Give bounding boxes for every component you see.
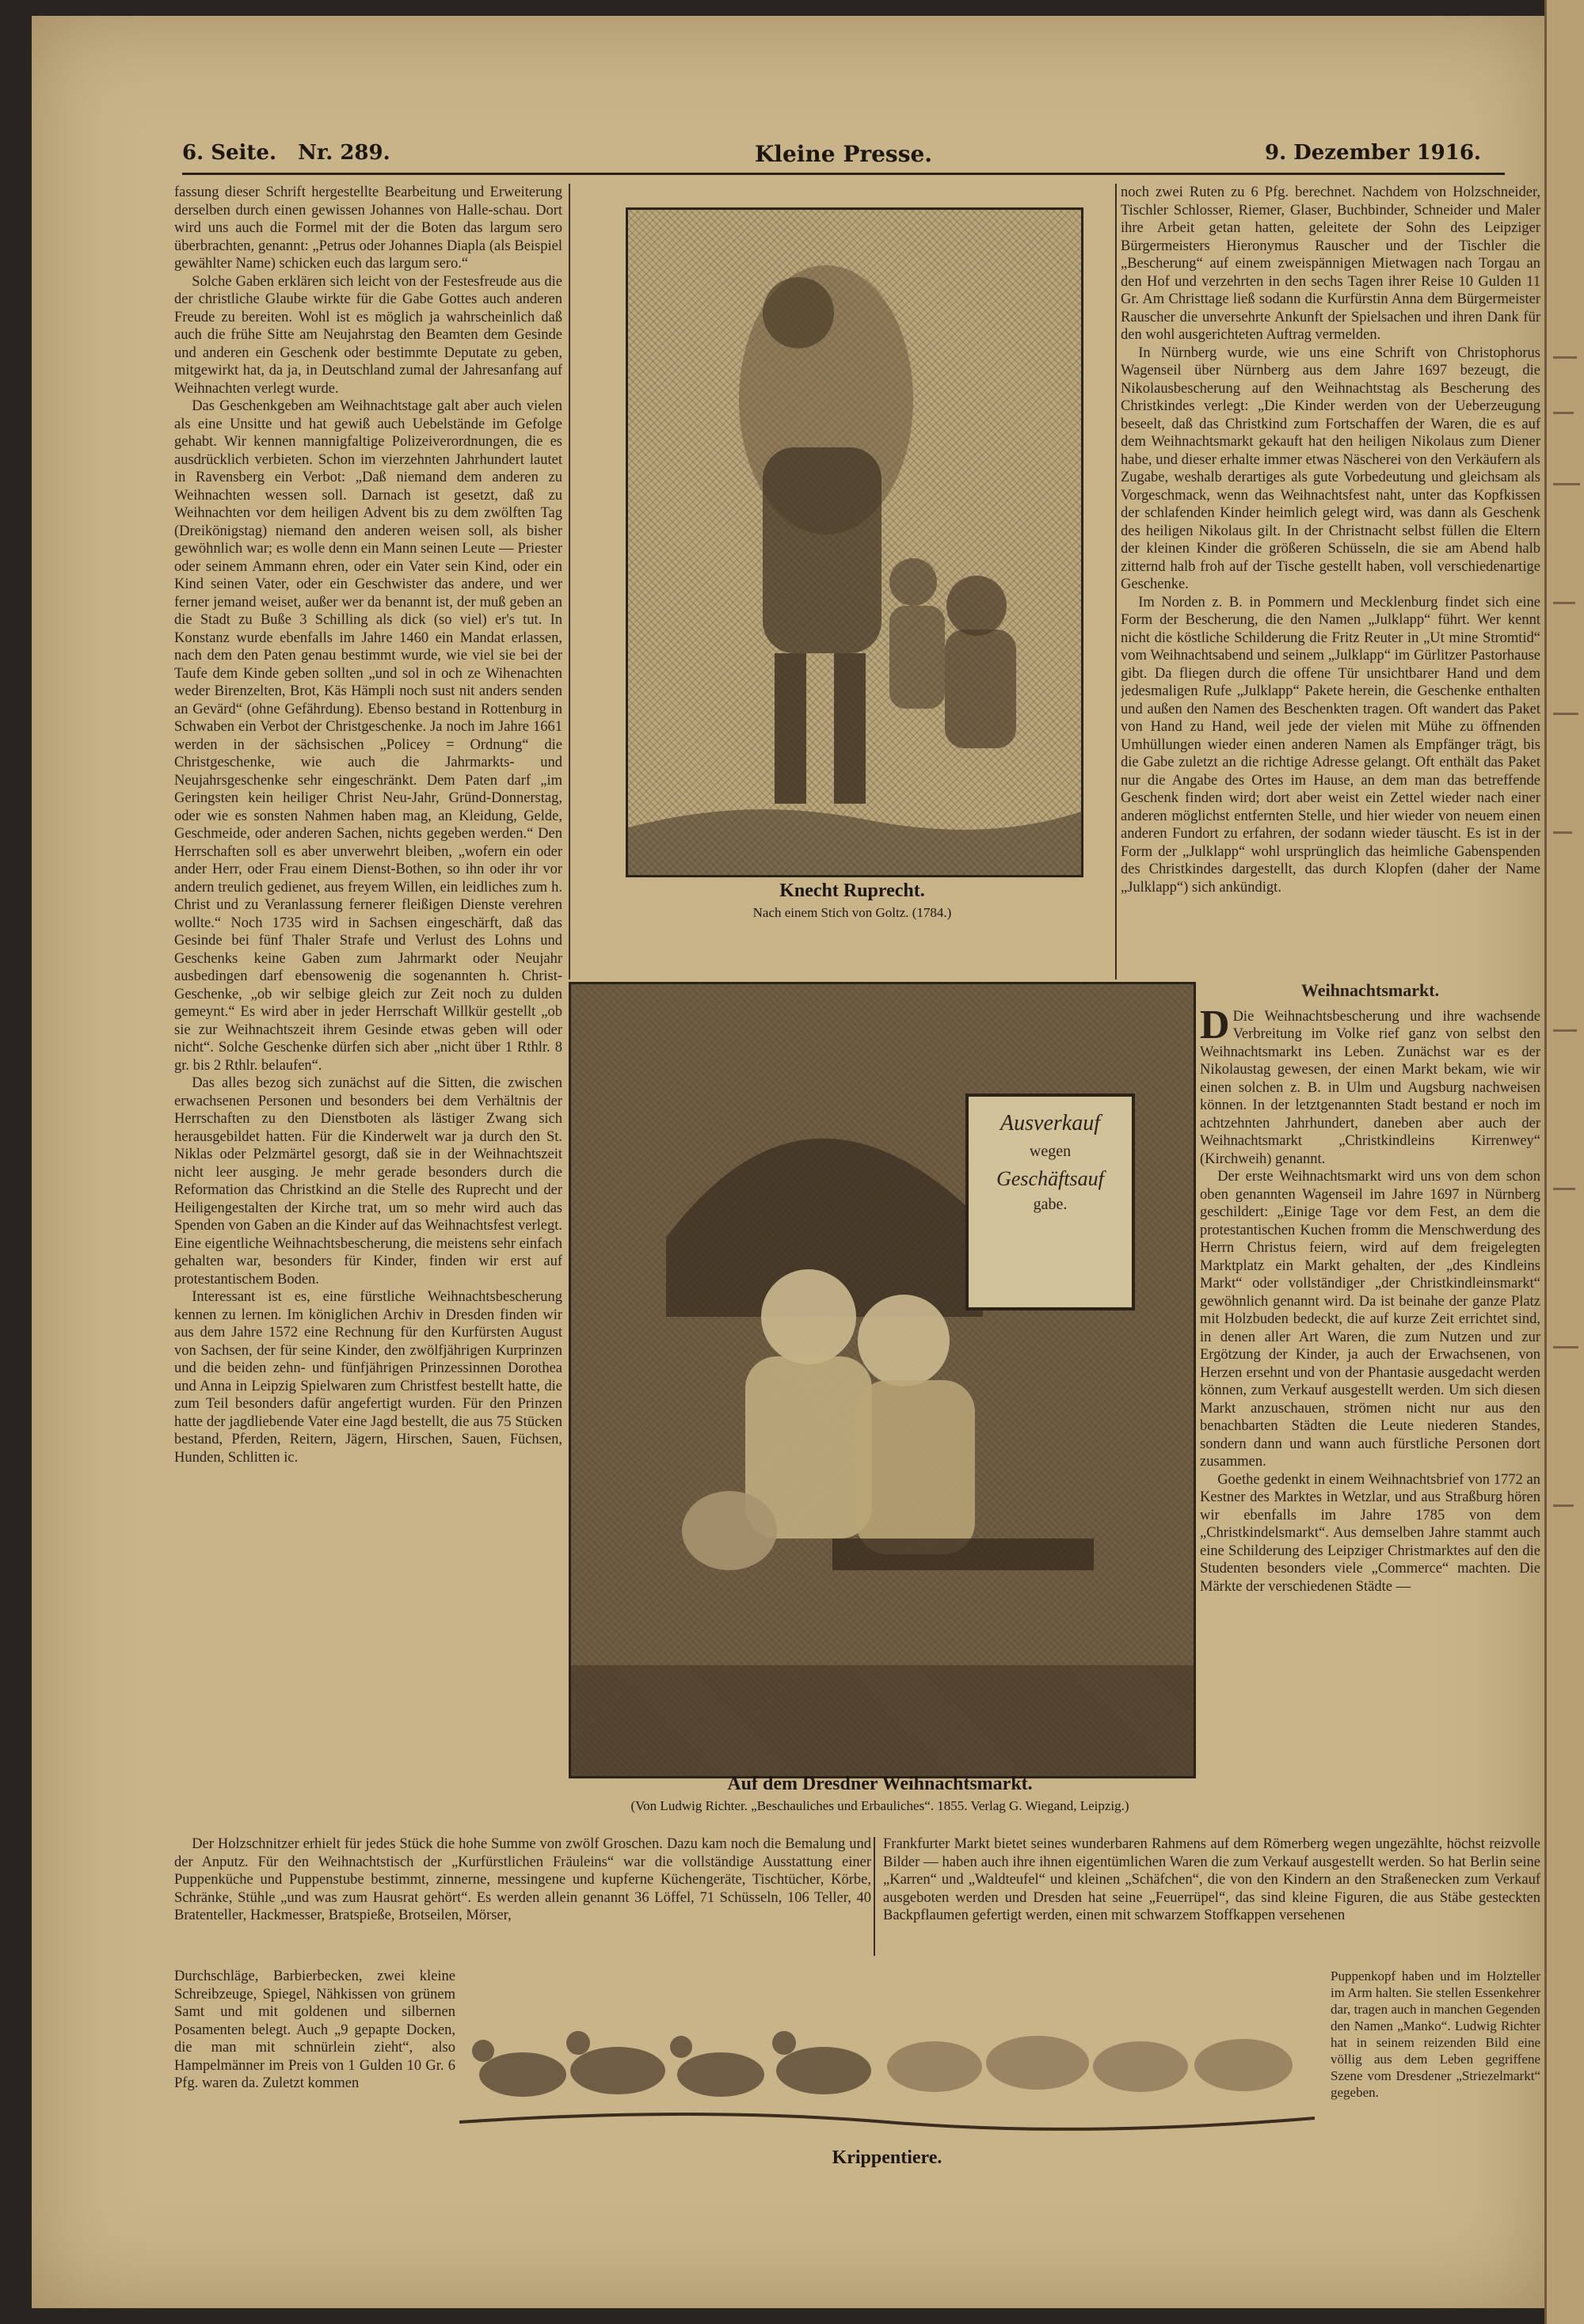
newspaper-title: Kleine Presse.	[754, 141, 933, 167]
page-number: 6. Seite. Nr. 289.	[182, 141, 390, 165]
paragraph: Der erste Weihnachtsmarkt wird uns von dem schon oben genannten Wagenseil im Jahre 1697 in Nürnberg geschildert: „Einige Tage vor dem Fest, an dem die protestantischen Kuchen fromm die Menschwerdung des Herrn Christus feiern, wird auf dem freigelegten Marktplatz ein Markt gehalten, der „des Kindleins Markt“ oder vollständiger „der Christkindleinsmarkt“ gewöhnlich genannt wird. Da ist beinahe der ganze Platz mit Holzbuden bedeckt, die auf kurze Zeit errichtet sind, in denen aller Art Waren, die zum Nutzen und zur Ergötzung der Kinder, ja auch der Erwachsenen, von Herzen ersehnt und von der Phantasie ausgedacht werden können, zum Verkauf ausgestellt werden. Um sich diesen Markt anzuschauen, strömen nicht nur aus den benachbarten Städten die Leute niederen Standes, sondern dann und wann auch fürstliche Personen dort zusammen.	[1200, 1169, 1540, 1470]
column-rule	[874, 1837, 875, 1956]
engraving-drawing	[571, 984, 1194, 1776]
christmas-market-article	[1200, 982, 1540, 1829]
column-rule	[569, 184, 570, 979]
paragraph: Das alles bezog sich zunächst auf die Sitten, die zwischen erwachsenen Personen und besonders bei dem Verhältnis der Herrschaften zu den Dienstboten als lästiger Zwang sich herausgebildet hatten. Für die Kinderwelt war ja durch den St. Niklas oder Pelzmärtel gesorgt, daß sie in der Weihnachtszeit nicht leer ausging. Je mehr gerade besonders durch die Reformation das Christkind an die Stelle des Ruprecht und der Heiligengestalten der Kirche trat, um so mehr wird auch das Spenden von Gaben an die Kinder auf das Weihnachtsfest verlegt. Eine eigentliche Weihnachtsbescherung, die meistens sehr einfach gehalten war, besonders für Kinder, finden wir erst auf protestantischem Boden.	[174, 1075, 562, 1288]
issue-date: 9. Dezember 1916.	[1265, 141, 1481, 165]
paragraph: fassung dieser Schrift hergestellte Bearbeitung und Erweiterung derselben durch einen gewissen Johannes von Halle-schau. Dort wird uns auch die Formel mit der die Boten das largum sero überbrachten, genannt: „Petrus oder Johannes Diapla (als Beispiel gewählter Name) schicken euch das largum sero.“	[174, 184, 562, 272]
paragraph: Das Geschenkgeben am Weihnachtstage galt aber auch vielen als eine Unsitte und hat gewiß auch Uebelstände im Gefolge gehabt. Wir kennen mannigfaltige Polizeiverordnungen, die es ausdrücklich verbieten. Schon im vierzehnten Jahrhundert lautet in Ravensberg ein Verbot: „Daß niemand dem anderen zu Weihnachten wessen soll. Darnach ist gesetzt, daß zu Weihnachten vor dem heiligen Advent bis zu dem zwölften Tag (Dreikönigstag) niemand den anderen weisen soll, als bisher gewöhnlich war; es wolle denn ein Mann seinen Leute — Priester oder seinem Ammann ehren, oder ein Vater sein Kind, oder ein Kind seinen Vater, oder ein Geschwister das andere, und wer ferner jemand weiset, außer wer da benannt ist, der muß geben an die Stadt zu Buße 3 Schilling als dick (so viel) er's tut. In Konstanz wurde ebenfalls im Jahre 1460 ein Mandat erlassen, nach dem den Paten genau bestimmt wurde, wie viel sie bei der Taufe dem Kinde geben sollten „und sol in och ze Wihenachten weder Birenzelten, Brot, Käs Hämpli noch sust nit anders senden an Gevärd“ (ohne Gefährdung). Ebenso bestand in Rottenburg in Schwaben ein Verbot der Christgeschenke. Ja noch im Jahre 1661 werden in der sächsischen „Policey = Ordnung“ die Christgeschenke, wie auch die Jahrmarkts- und Neujahrsgeschenke sehr eingeschränkt. Dem Paten darf „im Geringsten kein heiliger Christ Neu-Jahr, Gründ-Donnerstag, oder wie es sonsten Nahmen haben mag, an Kleidung, Gelde, Geschmeide, oder anderen Sachen, nichts gegeben werden.“ Den Herrschaften soll es aber unverwehrt bleiben, „wofern ein oder ander Herr, oder Frau einem Dienst-Bothen, so ihn oder ihr vor andern treulich gedienet, aus freyem Willen, ein leidliches zum h. Christ und zu Veranlassung fernerer fleißigen Dienste verehren wollte.“ Noch 1735 wird in Sachsen eingeschärft, daß das Gesinde bei fünf Thaler Strafe und Verlust des Lohns und Geschenks keine Gaben zum Jahrmarkt oder Neujahr ausbedingen darf ebensowenig die sogenannten h. Christ-Geschenke, „ob wir selbige gleich zur Zeit noch zu dulden gemeynt.“ Es wird aber in jeder Herrschaft Willkür gestellt „ob sie zur Weihnachtszeit ihrem Gesinde etwas geben will oder nicht“. Solche Geschenke dürfen sich aber „nicht über 1 Rthlr. 8 gr. bis 2 Rthlr. belaufen“.	[174, 398, 562, 1074]
krippentiere-illustration	[459, 1964, 1315, 2146]
sign-line: wegen	[1029, 1143, 1072, 1160]
paragraph: Im Norden z. B. in Pommern und Mecklenburg findet sich eine Form der Bescherung, die den Namen „Julklapp“ führt. Wer kennt nicht die köstliche Schilderung die Fritz Reuter in „Ut mine Stromtid“ vom Weihnachtsabend und seinem „Julklapp“ im Gürlitzer Pastorhause gibt. Da fliegen durch die offene Tür unsichtbarer Hand und dem jedesmaligen Rufe „Julklapp“ Pakete herein, die Geschenke enthalten und außen den Namen des Beschenkten tragen. Oft wandert das Paket von Hand zu Hand, weil jede der vielen mit Mühe zu öffnenden Umhüllungen wieder einen anderen Namen als Empfänger trägt, bis die Gabe zuletzt an die richtige Adresse gelangt. Oft enthält das Paket nur die Angabe des Ortes im Hause, an dem man das betreffende Geschenk finden wird; dort aber weist ein Zettel wieder nach einer anderen möglichst entfernten Stelle, und hier wieder von neuem einen anderen Fundort zu erfahren, der sodann wieder täuscht. Es ist in der Form der „Julklapp“ wohl ursprünglich das heimliche Gabenspenden des Christkindes dargestellt, das durch Klopfen (daher der Name „Julklapp“) sich ankündigt.	[1121, 594, 1540, 896]
figure-title: Krippentiere.	[832, 2147, 942, 2168]
knecht-ruprecht-engraving	[626, 207, 1083, 877]
sign-line: gabe.	[1033, 1196, 1068, 1213]
paragraph: Solche Gaben erklären sich leicht von der Festesfreude aus die der christliche Glaube wirkte für die Gabe Gottes auch anderen Freude zu bereiten. Wohl ist es möglich ja wahrscheinlich daß auch die frühe Sitte am Neujahrstag den Beamten dem Gesinde und anderen ein Geschenk oder bestimmte Deputate zu geben, mitgewirkt hat, da ja, in Deutschland zumal der Jahresanfang auf Weihnachten verlegt wurde.	[174, 273, 562, 397]
paragraph: Der Holzschnitzer erhielt für jedes Stück die hohe Summe von zwölf Groschen. Dazu kam noch die Bemalung und der Anputz. Für den Weihnachtstisch der „Kurfürstlichen Fräuleins“ war die vollständige Ausstattung einer Puppenküche und Puppenstube bestimmt, zinnerne, messingene und kupferne Küchengeräte, Tischtücher, Körbe, Schränke, Stühle „und was zum Hausrat gehört“. Es werden allein genannt 36 Löffel, 71 Schüsseln, 106 Teller, 40 Bratenteller, Hackmesser, Bratspieße, Brotseilen, Mörser,	[174, 1836, 871, 1923]
sale-sign	[967, 1111, 1133, 1214]
page-header	[182, 141, 1505, 175]
paragraph: Frankfurter Markt bietet seines wunderbaren Rahmens auf dem Römerberg wegen ungezählte, höchst reizvolle Bilder — haben auch ihre ihnen eigentümlichen Waren die zum Verkauf ausgestellt werden. So hat Berlin seine „Karren“ und „Waldteufel“ und kleinen „Schäfchen“, die von den Kindern an den Straßenecken zum Verkauf ausgeboten werden und Dresden hat seine „Feuerrüpel“, das sind kleine Figuren, die aus Stäbe gesteckten Backpflaumen gefertigt werden, einen mit schwarzem Stoffkappen versehenen	[883, 1836, 1540, 1923]
figure-caption	[569, 1774, 1191, 1814]
article-continuation	[174, 1835, 871, 1962]
paragraph: In Nürnberg wurde, wie uns eine Schrift von Christophorus Wagenseil über Nürnberg aus dem Jahre 1697 bezeugt, die Nikolausbescherung auf den Weihnachtstag als Bescherung des Christkindes verlegt: „Die Kinder werden von der Ueberzeugung beseelt, daß das Christkind zum Fortschaffen der Waren, die es auf dem Weihnachtsmarkt gekauft hat den heiligen Nikolaus zum Diener habe, und dieser erhalte immer etwas Näscherei von den Verkäufern als Zugabe, weshalb derartiges als gute Vorbedeutung und gleichsam als Vorgeschmack, wenn das Weihnachtsfest naht, unter das Kopfkissen der schlafenden Kinder heimlich gelegt wird, was dann als Geschenk des heiligen Nikolaus gilt. In der Christnacht selbst füllen die Eltern der kleinen Kinder die größeren Schüsseln, die sie am Abend halb zitternd halb froh auf der Tische gestellt haben, voll verschiedenartige Geschenke.	[1121, 344, 1540, 592]
column-rule	[1115, 184, 1117, 979]
article-column-1-tail	[174, 1968, 455, 2166]
goat-frieze-drawing	[459, 1964, 1315, 2146]
adjacent-page-edge	[1544, 0, 1584, 2324]
market-continuation	[883, 1835, 1540, 1962]
figure-caption	[626, 881, 1079, 921]
paragraph: noch zwei Ruten zu 6 Pfg. berechnet. Nachdem von Holzschneider, Tischler Schlosser, Riemer, Glaser, Buchbinder, Schneider und Maler ihre Arbeit getan hatten, geleitete der Sohn des Leipziger Bürgermeisters Hieronymus Rauscher und der Tischler die „Bescherung“ auf einem zweispännigen Mietwagen nach Torgau an den Hof und verzehrten in den sechs Tagen ihrer Reise 10 Gulden 11 Gr. Am Christtage ließ sodann die Kurfürstin Anna dem Bürgermeister Rauscher die unversehrte Ankunft der Spielsachen und ihren Dank für den wohl ausgerichteten Auftrag vermelden.	[1121, 184, 1540, 343]
paragraph: Puppenkopf haben und im Holzteller im Arm halten. Sie stellen Essenkehrer dar, tragen auch in manchen Gegenden den Namen „Manko“. Ludwig Richter hat in seinem reizenden Bild eine völlig aus dem Leben gegriffene Szene vom Dresdener „Striezelmarkt“ gegeben.	[1331, 1968, 1540, 2100]
sign-line: Ausverkauf	[1000, 1111, 1100, 1135]
market-article-tail	[1331, 1968, 1540, 2174]
dresden-christmas-market-engraving	[569, 982, 1196, 1778]
paragraph: Interessant ist es, eine fürstliche Weihnachtsbescherung kennen zu lernen. Im königlichen Archiv in Dresden finden wir aus dem Jahre 1572 eine Rechnung für den Kurfürsten August von Sachsen, der für seine Kinder, den zwölfjährigen Kurprinzen und die beiden zehn- und fünfjährigen Prinzessinnen Dorothea und Anna in Leipzig Spielwaren zum Christfest bestellt hatte, die zum Teil besonders dafür angefertigt wurden. Für den Prinzen hatte der jagdliebende Vater eine Jagd bestellt, die aus 75 Stücken bestand, Pferden, Reitern, Jägern, Hirschen, Sauen, Füchsen, Hunden, Schlitten ic.	[174, 1289, 562, 1466]
article-column-3	[1121, 184, 1540, 979]
figure-subtitle: Nach einem Stich von Goltz. (1784.)	[752, 905, 952, 920]
engraving-drawing	[628, 210, 1081, 875]
figure-subtitle: (Von Ludwig Richter. „Beschauliches und Erbauliches“. 1855. Verlag G. Wiegand, Leipzig.)	[630, 1798, 1129, 1813]
figure-title: Auf dem Dresdner Weihnachtsmarkt.	[727, 1774, 1033, 1794]
article-column-1	[174, 184, 562, 1914]
paragraph: Durchschläge, Barbierbecken, zwei kleine Schreibzeuge, Spiegel, Nähkissen von grünem Samt und mit goldenen und silbernen Posamenten belegt. Auch „9 gepapte Docken, die man mit schnürlein zieht“, also Hampelmänner im Preis von 1 Gulden 10 Gr. 6 Pfg. waren da. Zuletzt kommen	[174, 1968, 455, 2091]
sign-line: Geschäftsauf	[996, 1167, 1104, 1190]
figure-caption	[459, 2147, 1315, 2169]
paragraph: Goethe gedenkt in einem Weihnachtsbrief von 1772 an Kestner des Marktes in Wetzlar, und aus Straßburg hören wir ebenfalls im Jahre 1785 von dem „Christkindelsmarkt“. Aus demselben Jahre stammt auch eine Schilderung des Leipziger Christmarktes auf den die Studenten besonders viele „Commerce“ machten. Die Märkte der verschiedenen Städte —	[1200, 1471, 1540, 1595]
figure-title: Knecht Ruprecht.	[779, 881, 925, 901]
section-heading: Weihnachtsmarkt.	[1300, 982, 1440, 1000]
paragraph: D Die Weihnachtsbescherung und ihre wachsende Verbreitung im Volke rief ganz von selbst den Weihnachtsmarkt ins Leben. Zunächst war es der Nikolaustag gewesen, der einen Markt bekam, wie wir einen solchen z. B. in Ulm und Augsburg nachweisen können. In der letztgenannten Stadt bestand er noch im achtzehnten Jahrhundert, daneben aber auch der Weihnachtsmarkt „Christkindleins Kirrenwey“ (Kirchweih) genannt.	[1200, 1002, 1540, 1167]
